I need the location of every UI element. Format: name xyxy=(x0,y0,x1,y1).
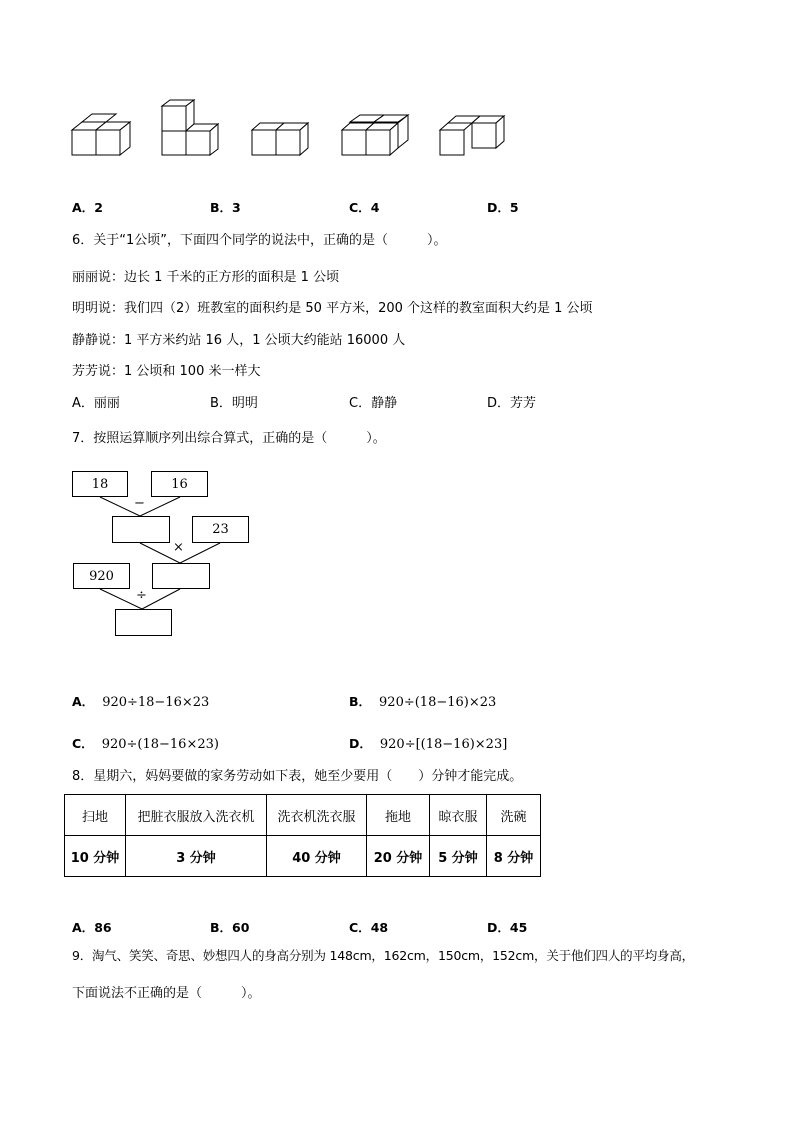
number-box-920: 920 xyxy=(73,563,130,589)
q8-stem: 8．星期六，妈妈要做的家务劳动如下表，她至少要用（ ）分钟才能完成。 xyxy=(72,769,523,784)
option-letter: D． xyxy=(487,200,510,215)
option-value: 2 xyxy=(94,200,103,215)
option-value: 48 xyxy=(370,920,389,935)
times-operator: × xyxy=(173,540,184,555)
blank-box-result[interactable] xyxy=(115,609,172,636)
option-value: 3 xyxy=(232,200,241,215)
table-cell: 40 分钟 xyxy=(267,836,367,877)
option-letter: A． xyxy=(72,920,95,935)
table-cell: 3 分钟 xyxy=(126,836,267,877)
table-cell: 5 分钟 xyxy=(430,836,487,877)
table-header-row xyxy=(65,795,541,836)
q9-stem-line2: 下面说法不正确的是（ ）。 xyxy=(72,986,261,1001)
q7-option-c[interactable] xyxy=(72,733,219,752)
option-expression: 920÷(18−16)×23 xyxy=(379,695,497,710)
option-letter: B． xyxy=(349,694,372,709)
table-cell: 10 分钟 xyxy=(65,836,126,877)
option-value: 4 xyxy=(370,200,380,215)
option-letter: C． xyxy=(349,200,371,215)
blank-box-product[interactable] xyxy=(152,563,210,589)
chores-table xyxy=(64,794,541,877)
q8-option-b[interactable] xyxy=(210,918,249,936)
number-box-16: 16 xyxy=(151,471,208,497)
option-letter: B． xyxy=(210,396,232,411)
option-letter: B． xyxy=(210,200,233,215)
option-value: 明明 xyxy=(231,396,258,411)
option-letter: D． xyxy=(487,396,511,411)
table-header-cell: 把脏衣服放入洗衣机 xyxy=(126,795,267,836)
table-row xyxy=(65,836,541,877)
table-header-cell: 洗碗 xyxy=(487,795,541,836)
table-header-cell: 晾衣服 xyxy=(430,795,487,836)
option-value: 60 xyxy=(232,920,250,935)
q6-statement-1: 丽丽说：边长 1 千米的正方形的面积是 1 公顷 xyxy=(72,270,340,285)
option-letter: C． xyxy=(349,396,372,411)
number-box-23: 23 xyxy=(192,516,249,543)
q7-option-b[interactable] xyxy=(349,691,496,710)
q8-option-c[interactable] xyxy=(349,918,388,936)
q8-option-a[interactable] xyxy=(72,918,112,936)
q9-stem-line1: 9．淘气、笑笑、奇思、妙想四人的身高分别为 148cm，162cm，150cm，152cm，关于他们四人的平均身高， xyxy=(72,948,694,963)
table-header-cell: 扫地 xyxy=(65,795,126,836)
q6-statement-2: 明明说：我们四（2）班教室的面积约是 50 平方米，200 个这样的教室面积大约是 1 公顷 xyxy=(72,301,593,316)
option-letter: B． xyxy=(210,920,233,935)
option-letter: A． xyxy=(72,200,95,215)
option-letter: A． xyxy=(72,396,94,411)
option-letter: D． xyxy=(349,736,372,751)
table-header-cell: 拖地 xyxy=(367,795,430,836)
option-letter: C． xyxy=(72,736,94,751)
option-value: 丽丽 xyxy=(93,396,120,411)
option-value: 86 xyxy=(94,920,112,935)
option-letter: D． xyxy=(487,920,510,935)
q7-option-a[interactable] xyxy=(72,691,209,710)
option-expression: 920÷(18−16×23) xyxy=(101,737,219,752)
table-cell: 8 分钟 xyxy=(487,836,541,877)
option-value: 静静 xyxy=(371,396,398,411)
q6-statement-4: 芳芳说：1 公顷和 100 米一样大 xyxy=(72,364,261,379)
table-cell: 20 分钟 xyxy=(367,836,430,877)
option-value: 45 xyxy=(509,920,528,935)
blank-box-difference[interactable] xyxy=(112,516,170,543)
q7-stem: 7．按照运算顺序列出综合算式，正确的是（ ）。 xyxy=(72,431,386,446)
q6-statement-3: 静静说：1 平方米约站 16 人，1 公顷大约能站 16000 人 xyxy=(72,333,406,348)
q8-option-d[interactable] xyxy=(487,918,527,936)
option-value: 芳芳 xyxy=(510,396,537,411)
option-expression: 920÷18−16×23 xyxy=(102,695,210,710)
option-letter: C． xyxy=(349,920,371,935)
minus-operator: − xyxy=(134,496,145,511)
number-box-18: 18 xyxy=(72,471,128,497)
option-value: 5 xyxy=(509,200,519,215)
table-header-cell: 洗衣机洗衣服 xyxy=(267,795,367,836)
option-letter: A． xyxy=(72,694,95,709)
q6-stem: 6．关于“1公顷”，下面四个同学的说法中，正确的是（ ）。 xyxy=(72,233,447,248)
divide-operator: ÷ xyxy=(136,588,147,603)
q7-option-d[interactable] xyxy=(349,733,507,752)
option-expression: 920÷[(18−16)×23] xyxy=(379,737,508,752)
